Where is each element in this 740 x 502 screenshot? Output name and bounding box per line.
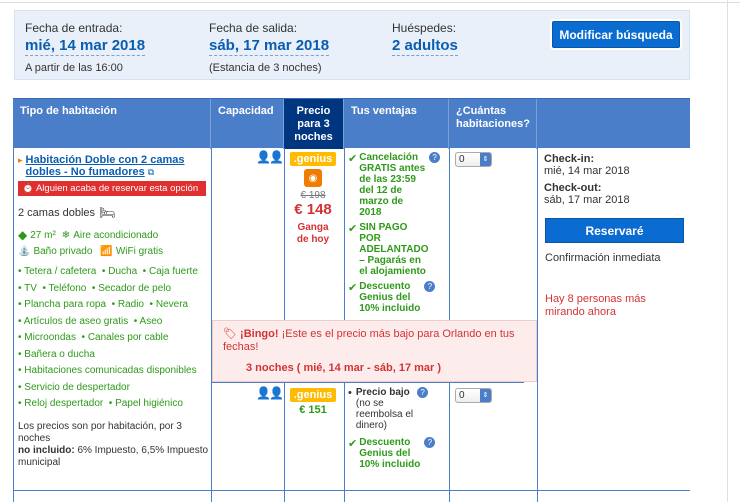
adv-line: (no se (355, 398, 384, 409)
adv-line: dinero) (355, 420, 387, 431)
adv-line: el alojamiento (359, 266, 426, 277)
search-summary (14, 10, 690, 80)
bingo-dates: 3 noches ( mié, 14 mar - sáb, 17 mar ) (246, 362, 442, 374)
checkin-block (25, 21, 145, 74)
col-border (13, 148, 14, 502)
room2-advantages (348, 387, 446, 470)
bingo-text: ¡Este es el precio más bajo para Orlando en tus (278, 328, 515, 340)
checkout-block (209, 21, 329, 74)
header-price-line1: Precio (296, 105, 331, 117)
bingo-bold: ¡Bingo! (240, 328, 279, 340)
room1-name-line1[interactable]: Habitación Doble con 2 camas (25, 154, 185, 166)
facility-item: Artículos de aseo gratis (23, 315, 129, 327)
header-advantages: Tus ventajas (344, 99, 449, 149)
header-room-type: Tipo de habitación (13, 99, 211, 149)
checkout-label: Fecha de salida: (209, 21, 298, 35)
external-link-icon[interactable]: ⧉ (147, 166, 155, 177)
adv-line: SIN PAGO (359, 222, 408, 233)
check-icon: ✔ (348, 282, 358, 294)
booking-panel (544, 153, 694, 206)
genius-badge: .genius (290, 152, 337, 166)
snowflake-icon: ❄ (61, 229, 71, 241)
facility-item: Aseo (139, 315, 163, 327)
expand-arrow-icon[interactable]: ▸ (18, 155, 23, 165)
header-spacer (537, 99, 690, 149)
adv-line: Descuento (359, 437, 411, 448)
room2-price (287, 388, 339, 416)
modify-search-button[interactable]: Modificar búsqueda (552, 21, 680, 48)
top-divider (0, 2, 740, 3)
adv-line: Descuento (359, 281, 411, 292)
row-divider (212, 382, 524, 383)
panel-checkin-label: Check-in: (544, 153, 595, 165)
info-icon[interactable]: ? (417, 387, 428, 398)
header-how-many (449, 99, 537, 149)
adv-free-cancel (348, 152, 446, 218)
adv-no-prepay (348, 222, 446, 277)
adv-line: Genius del (359, 448, 411, 459)
adv-line: – Pagarás en (359, 255, 421, 266)
size-row (18, 228, 213, 242)
viewers-notice (545, 293, 646, 319)
room-size: 27 m² (30, 229, 56, 241)
deal-label (287, 222, 339, 246)
facility-item: Teléfono (48, 282, 87, 294)
check-icon: ✔ (348, 438, 358, 450)
adv-text (359, 437, 420, 470)
facility-item: Tetera / cafetera (24, 266, 97, 277)
tag-icon: 🏷 (223, 328, 237, 340)
facility-item: Plancha para ropa (24, 299, 107, 310)
instant-confirmation: Confirmación inmediata (545, 252, 661, 264)
panel-checkin-value: mié, 14 mar 2018 (544, 165, 630, 177)
checkout-date[interactable]: sáb, 17 mar 2018 (209, 37, 330, 54)
room1-old-price: € 198 (300, 190, 326, 201)
facility-item: Reloj despertador (24, 398, 104, 409)
checkin-label: Fecha de entrada: (25, 21, 123, 35)
facility-item: Caja fuerte (148, 266, 198, 277)
adv-line: marzo de (359, 196, 404, 207)
chevron-updown-icon: ⇕ (480, 153, 491, 166)
adv-line: GRATIS antes (359, 163, 426, 174)
table-header (13, 98, 690, 148)
not-included-value: 6% Impuesto, 6,5% Impuesto (77, 444, 209, 456)
quantity-value: 0 (459, 154, 465, 165)
adv-line: 2018 (359, 207, 382, 218)
stay-length: (Estancia de 3 noches) (209, 62, 322, 74)
header-price-line3: noches (294, 131, 333, 143)
guests-label: Huéspedes: (392, 21, 457, 35)
bed-icon: 🛏 (99, 205, 116, 220)
info-icon[interactable]: ? (424, 437, 435, 448)
facility-item: Nevera (155, 299, 189, 310)
room2-quantity-select[interactable] (455, 388, 492, 403)
viewers-line1: Hay 8 personas más (545, 293, 646, 305)
header-how-many-line2: habitaciones? (456, 118, 530, 130)
facility-item: Aire acondicionado (73, 229, 159, 241)
guests-value[interactable]: 2 adultos (392, 37, 458, 54)
room2-capacity-icon: 👤👤 (256, 386, 282, 400)
chevron-updown-icon: ⇕ (480, 389, 491, 402)
bingo-text-line2: fechas! (223, 341, 259, 353)
right-divider (727, 0, 728, 502)
deal-line1: Ganga (297, 222, 329, 233)
price-note-line2: noches (18, 432, 51, 444)
beds-row (18, 205, 213, 221)
quantity-value: 0 (459, 390, 465, 401)
room2-current-price: € 151 (299, 404, 327, 416)
wifi-icon: 📶 (100, 246, 113, 257)
viewers-line2: mirando ahora (545, 306, 616, 318)
panel-checkout-value: sáb, 17 mar 2018 (544, 194, 630, 206)
adv-line: del 12 de (359, 185, 403, 196)
adv-line: 10% incluido (359, 459, 421, 470)
facility-item: WiFi gratis (115, 246, 164, 257)
deal-line2: de hoy (296, 234, 330, 245)
adv-line: Cancelación (359, 152, 419, 163)
checkin-time: A partir de las 16:00 (25, 62, 123, 74)
adv-text (359, 281, 420, 314)
facility-item: Canales por cable (87, 332, 169, 343)
adv-line: reembolsa el (355, 409, 414, 420)
facility-list: • Tetera / cafetera • Ducha • Caja fuerte • TV • Teléfono • Secador de pelo • Plancha para ropa • Radio • Nevera • Artículos de aseo gratis • Aseo • Microondas • Canales por cable • Bañera o ducha • Habitaciones comunicadas disponibles • Servicio de despertador • Reloj despertador • Papel higiénico (18, 266, 198, 409)
shower-icon: ⛲ (18, 246, 31, 257)
price-note (18, 421, 213, 469)
adv-text (356, 387, 413, 431)
facility-item: Microondas (24, 332, 76, 343)
facility-item: Servicio de despertador (24, 381, 130, 393)
adv-text (359, 222, 428, 277)
not-included-line2: municipal (18, 456, 61, 468)
room1-name-line2[interactable]: dobles - No fumadores (25, 166, 145, 178)
col-border (537, 148, 538, 502)
facility-item: Baño privado (33, 246, 93, 257)
facility-item: Papel higiénico (115, 398, 183, 409)
info-icon[interactable]: ? (429, 152, 440, 163)
reserve-button[interactable]: Reservaré (545, 218, 684, 243)
adv-low-price (348, 387, 446, 431)
checkin-date[interactable]: mié, 14 mar 2018 (25, 37, 146, 54)
facility-item: Radio (117, 299, 144, 310)
genius-logo-icon: ◉ (304, 169, 322, 187)
guests-block (392, 21, 458, 56)
header-price-line2: para 3 (297, 118, 330, 130)
check-icon: ✔ (348, 153, 358, 165)
room1-info (18, 154, 213, 469)
adv-text (359, 152, 425, 218)
info-icon[interactable]: ? (424, 281, 435, 292)
adv-genius (348, 437, 446, 470)
genius-badge: .genius (290, 388, 337, 402)
adv-line: de las 23:59 (359, 174, 416, 185)
adv-line: Precio bajo (355, 387, 410, 398)
room1-capacity-icon: 👤👤 (256, 150, 282, 164)
row-divider (13, 490, 690, 491)
alarm-clock-icon: ⏰ (22, 183, 34, 194)
bullet-icon: • (348, 387, 352, 399)
bingo-message (223, 328, 526, 354)
header-capacity: Capacidad (211, 99, 284, 149)
adv-line: 10% incluido (359, 303, 421, 314)
facility-item: TV (24, 282, 37, 294)
adv-line: ADELANTADO (359, 244, 429, 255)
facility-item: Ducha (108, 266, 138, 277)
room-size-icon: ◆ (18, 228, 28, 242)
price-note-line1: Los precios son por habitación, por 3 (18, 420, 182, 432)
recent-booking-alert (18, 181, 206, 196)
facility-item: Bañera o ducha (24, 348, 95, 360)
header-how-many-line1: ¿Cuántas (456, 105, 507, 117)
beds-text: 2 camas dobles (18, 207, 96, 219)
facility-item: Secador de pelo (98, 282, 172, 294)
lowest-price-banner (212, 320, 537, 382)
adv-line: Genius del (359, 292, 411, 303)
not-included-label: no incluido: (18, 444, 75, 456)
bath-row (18, 246, 213, 257)
check-icon: ✔ (348, 223, 358, 235)
header-price (284, 99, 344, 149)
room1-quantity-select[interactable] (455, 152, 492, 167)
room1-title-row (18, 154, 213, 178)
recent-booking-text: Alguien acaba de reservar esta opción (35, 183, 199, 194)
panel-checkout-label: Check-out: (544, 182, 602, 194)
adv-line: POR (359, 233, 381, 244)
room1-price (287, 152, 339, 246)
facility-item: Habitaciones comunicadas disponibles (24, 365, 197, 376)
adv-genius (348, 281, 446, 314)
room1-advantages (348, 152, 446, 314)
room1-current-price: € 148 (294, 201, 332, 218)
